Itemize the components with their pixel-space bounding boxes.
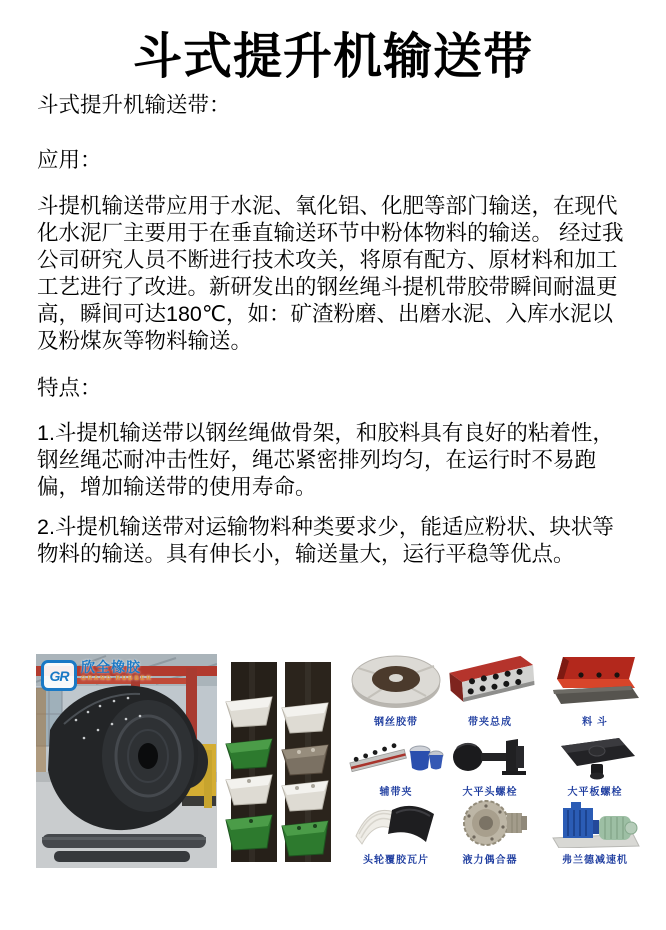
bucket-board-image — [225, 660, 337, 865]
brand-watermark — [41, 660, 152, 691]
product-thumb-head-wheel-tiles — [346, 798, 446, 866]
feature-item-2: 2.斗提机输送带对运输物料种类要求少，能适应粉状、块状等物料的输送。具有伸长小，输送量大，运行平稳等优点。 — [37, 515, 614, 566]
product-label: 大平头螺栓 — [462, 787, 518, 798]
belt-clamp-assembly-icon — [442, 652, 538, 710]
brand-logo-icon: GR — [41, 660, 77, 691]
product-thumb-steel-cord-belt — [346, 652, 446, 728]
product-thumb-flat-plate-bolt — [545, 734, 645, 798]
product-thumb-flat-head-bolt — [440, 734, 540, 798]
product-label: 钢丝胶带 — [374, 717, 418, 728]
page-title: 斗式提升机输送带 — [132, 30, 533, 84]
flat-head-bolt-icon — [442, 734, 538, 780]
product-thumb-flender-reducer — [545, 798, 645, 866]
brand-name-cn: 欣全橡胶 — [81, 659, 141, 675]
product-thumb-fluid-coupling — [440, 798, 540, 866]
product-label: 大平板螺栓 — [567, 787, 623, 798]
product-thumb-hopper — [545, 652, 645, 728]
application-text: 斗提机输送带应用于水泥、氧化铝、化肥等部门输送，在现代化水泥厂主要用于在垂直输送环节中粉体物料的输送。 经过我公司研究人员不断进行技术攻关，将原有配方、原材料和加工工艺进行了改进。新研发出的钢丝绳斗提机带胶带瞬间耐温更高，瞬间可达180℃，如：矿渣粉磨、出磨水泥、入库水泥以及粉煤灰等物料输送。 — [37, 194, 624, 353]
aux-belt-clamp-icon — [348, 734, 444, 780]
steel-cord-belt-icon — [348, 652, 444, 710]
fluid-coupling-icon — [442, 798, 538, 848]
application-heading: 应用： — [37, 148, 102, 172]
flender-reducer-icon — [547, 798, 643, 848]
features-heading: 特点： — [37, 376, 102, 400]
product-label: 辅带夹 — [379, 787, 413, 798]
product-label: 带夹总成 — [468, 717, 512, 728]
brand-name-en: GRAND RUBBER — [81, 675, 153, 682]
product-subtitle: 斗式提升机输送带： — [37, 93, 231, 117]
product-label: 液力偶合器 — [462, 855, 518, 866]
product-label: 头轮覆胶瓦片 — [363, 855, 429, 866]
product-label: 弗兰德减速机 — [562, 855, 628, 866]
flat-plate-bolt-icon — [547, 734, 643, 780]
product-thumb-belt-clamp-assembly — [440, 652, 540, 728]
bucket-board-photo — [225, 660, 337, 865]
product-thumb-aux-belt-clamp — [346, 734, 446, 798]
belt-roll-factory-photo — [36, 654, 217, 868]
product-label: 料 斗 — [582, 717, 608, 728]
head-wheel-tiles-icon — [348, 798, 444, 848]
feature-item-1: 1.斗提机输送带以钢丝绳做骨架，和胶料具有良好的粘着性，钢丝绳芯耐冲击性好，绳芯紧密排列均匀，在运行时不易跑偏，增加输送带的使用寿命。 — [37, 421, 614, 499]
hopper-icon — [547, 652, 643, 710]
